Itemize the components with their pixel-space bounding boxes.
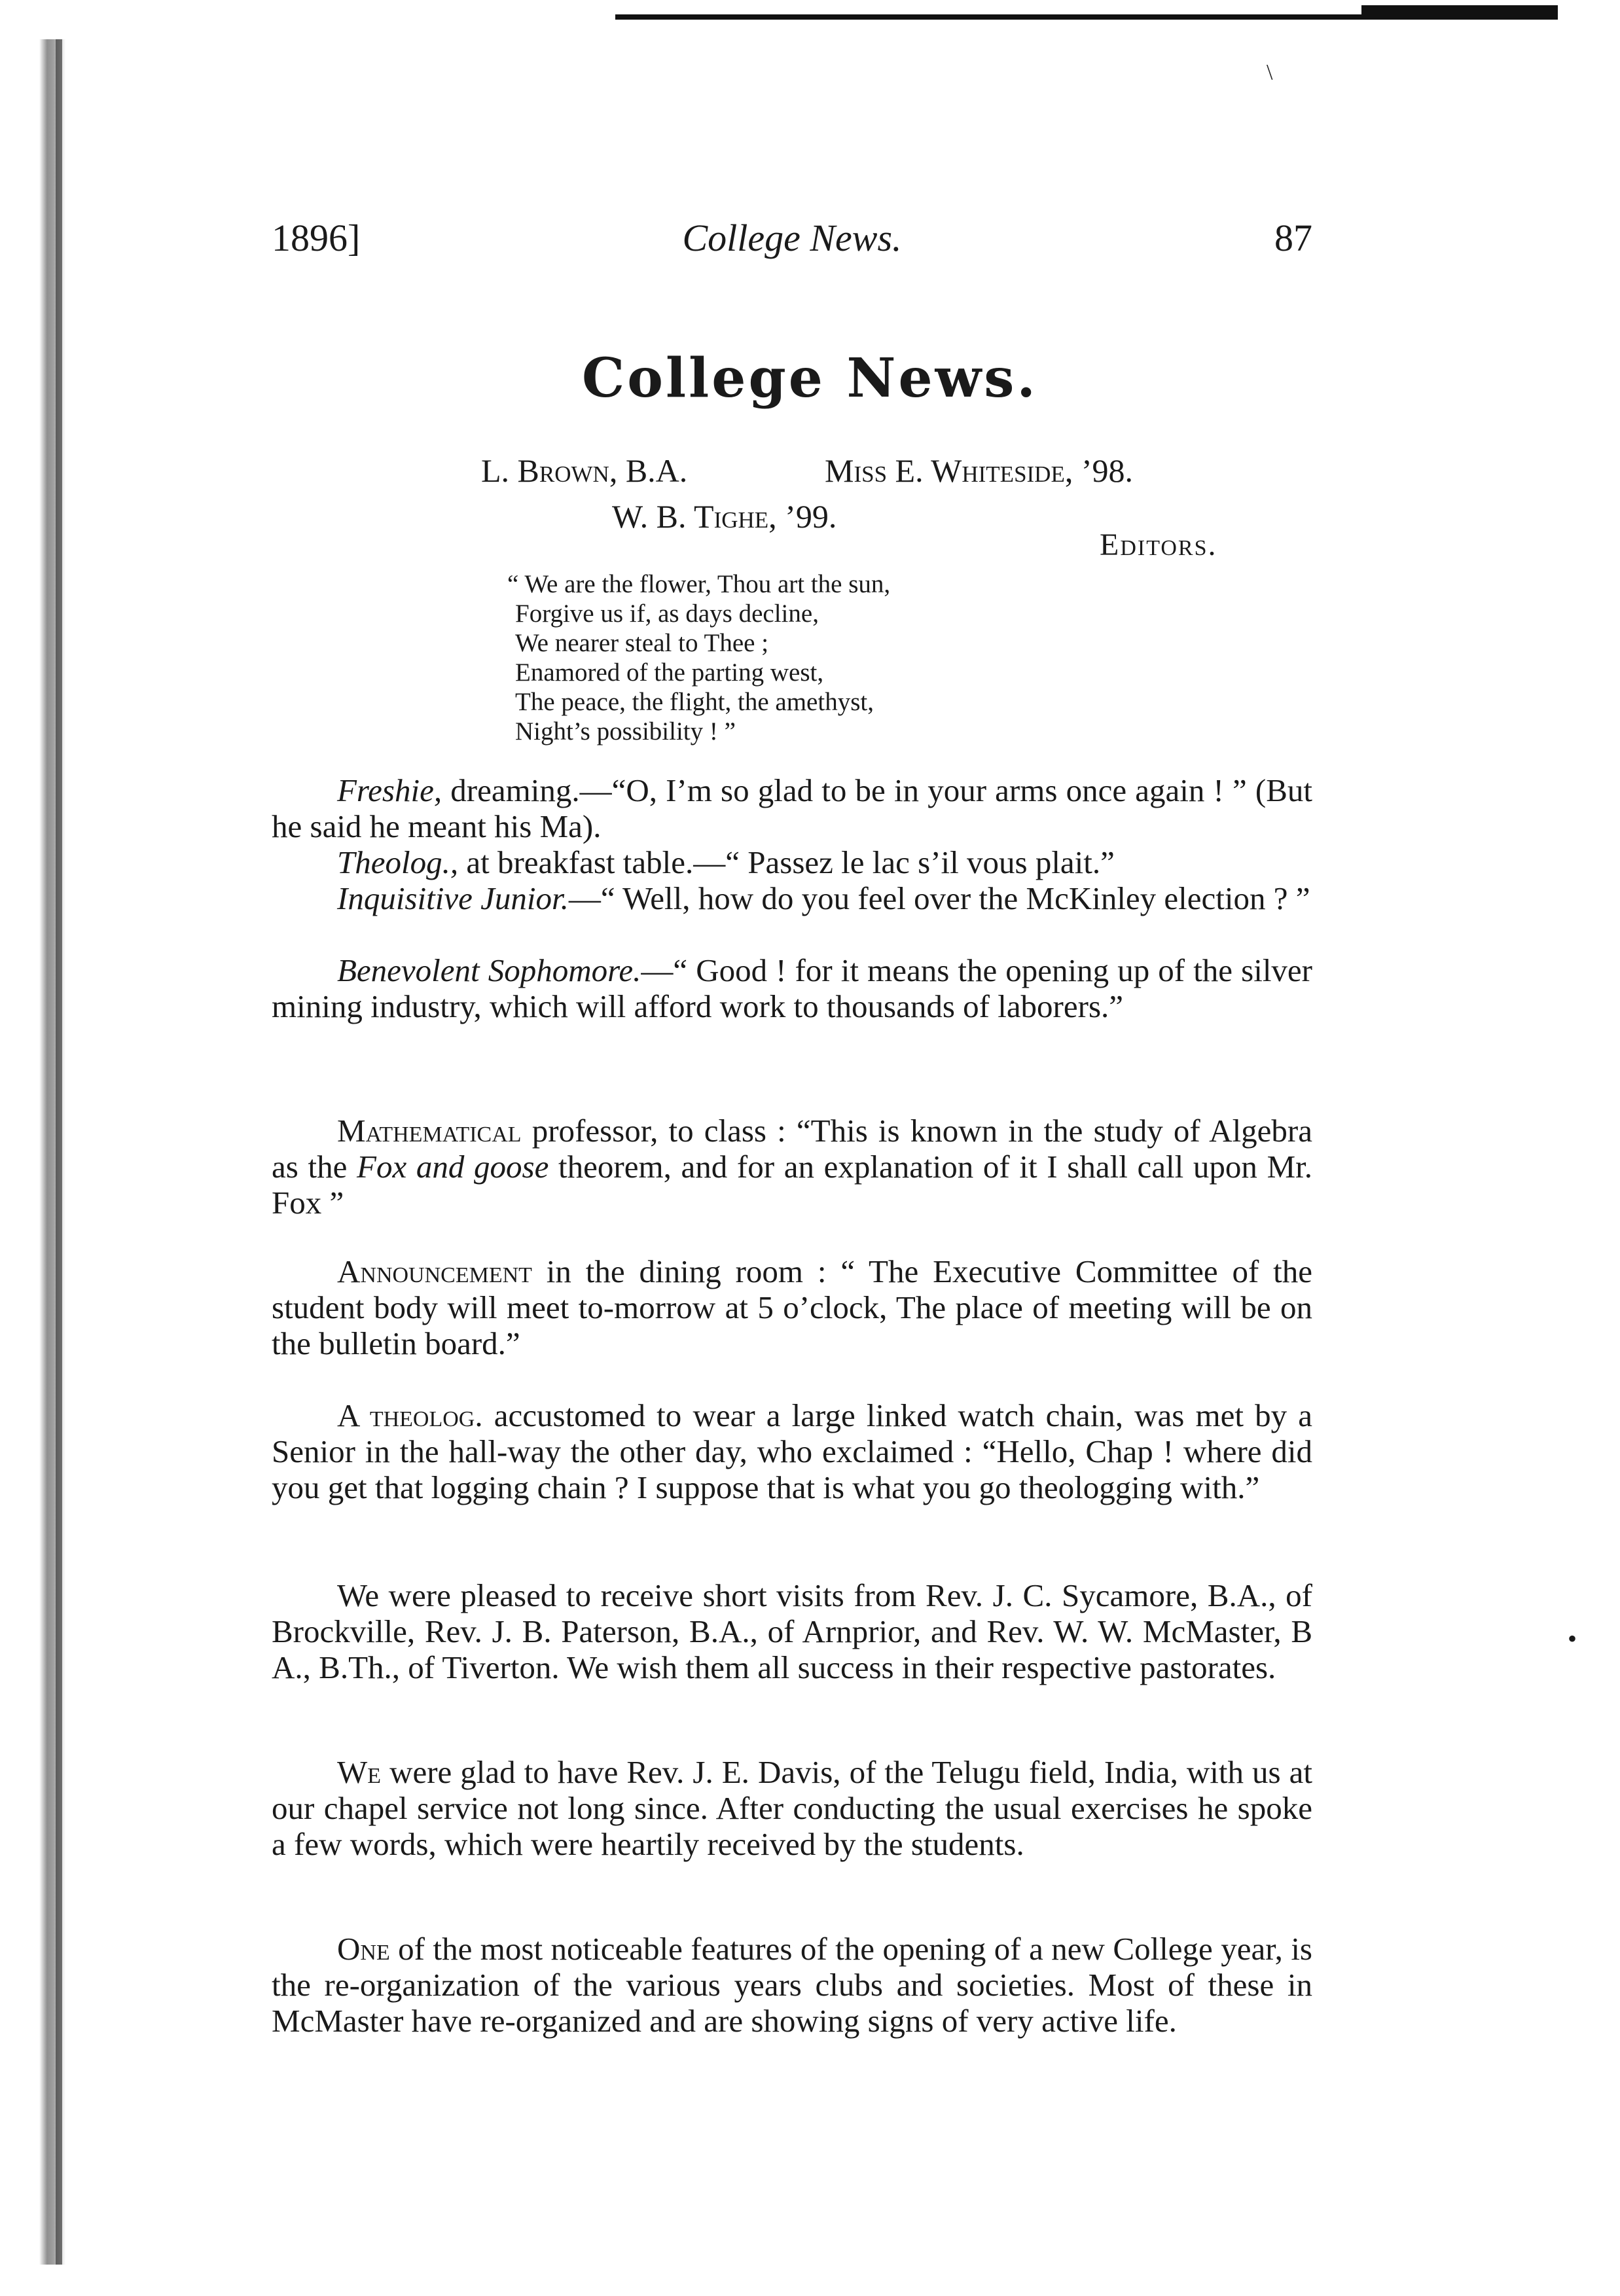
item-junior (272, 880, 1312, 916)
item-clubs (272, 1931, 1312, 2039)
item-sophomore (272, 952, 1312, 1024)
speaker: Freshie, (337, 772, 442, 808)
scan-mark: \ (1267, 60, 1273, 84)
running-head-title: College News. (682, 217, 902, 259)
item-theolog-chain (272, 1397, 1312, 1505)
item-text: of the most noticeable features of the opening of a new College year, is the re-organization of the various years clubs and societies. Most of these in McMaster have re-organized and are showing signs of very active life. (272, 1931, 1312, 2039)
item-mathematical (272, 1113, 1312, 1221)
poem-line: The peace, the flight, the amethyst, (515, 688, 874, 716)
running-head (272, 216, 1312, 262)
item-text: dreaming.—“O, I’m so glad to be in your arms once again ! ” (But he said he meant his Ma). (272, 772, 1312, 844)
section-masthead: College News. (582, 347, 1038, 410)
editors-label: Editors. (1100, 528, 1217, 562)
item-text: theorem, and for an explanation of it I shall call upon Mr. Fox ” (272, 1149, 1313, 1221)
item-text: at breakfast table.—“ Passez le lac s’il vous plait.” (458, 844, 1115, 880)
poem-line: “ We are the flower, Thou art the sun, (507, 570, 891, 598)
poem-line: Enamored of the parting west, (515, 658, 824, 687)
item-text: accustomed to wear a large linked watch chain, was met by a Senior in the hall-way the other day, who exclaimed : “Hello, Chap ! where did you get that logging chain ? I suppose that is what you go theologging with.” (272, 1397, 1312, 1505)
item-freshie (272, 772, 1312, 844)
item-visits (272, 1577, 1312, 1685)
item-text: We were pleased to receive short visits from Rev. J. C. Sycamore, B.A., of Brockville, Rev. J. B. Paterson, B.A., of Arnprior, and Rev. W. W. McMaster, B A., B.Th., of Tiverton. We wish them all success in their respective pastorates. (272, 1577, 1312, 1685)
editor-whiteside: Miss E. Whiteside, ’98. (825, 452, 1133, 489)
item-text: A (337, 1397, 370, 1433)
item-text: —“ Good ! for it means the opening up of the silver mining industry, which will afford work to thousands of laborers.” (272, 952, 1312, 1024)
item-text: professor, to class : “This is known in the study of Algebra as the (272, 1113, 1312, 1185)
speaker: Theolog., (337, 844, 459, 880)
lead-in: theolog. (369, 1397, 483, 1433)
item-theolog (272, 844, 1312, 880)
item-davis (272, 1754, 1312, 1862)
running-head-year: 1896] (272, 217, 361, 259)
scan-speck: • (1568, 1624, 1577, 1653)
item-announcement (272, 1253, 1312, 1361)
lead-in: Mathematical (337, 1113, 522, 1149)
top-rule-thick (1361, 5, 1558, 20)
item-text: in the dining room : “ The Executive Committee of the student body will meet to-morrow at 5 o’clock, The place of meeting will be on the bulletin board.” (272, 1253, 1312, 1361)
speaker: Inquisitive Junior. (337, 880, 569, 916)
poem-line: Night’s possibility ! ” (515, 717, 736, 745)
poem-line: We nearer steal to Thee ; (515, 629, 769, 657)
editor-tighe: W. B. Tighe, ’99. (612, 498, 837, 535)
item-text: were glad to have Rev. J. E. Davis, of the Telugu field, India, with us at our chapel service not long since. After conducting the usual exercises he spoke a few words, which were heartily received by the students. (272, 1754, 1312, 1862)
epigraph-poem (507, 569, 890, 746)
speaker: Benevolent Sophomore. (337, 952, 641, 988)
poem-line: Forgive us if, as days decline, (515, 600, 819, 628)
lead-in: One (337, 1931, 390, 1967)
lead-in: We (337, 1754, 382, 1790)
lead-in: Announcement (337, 1253, 532, 1289)
editor-brown: L. Brown, B.A. (481, 452, 688, 489)
italic-phrase: Fox and goose (357, 1149, 549, 1185)
item-text: —“ Well, how do you feel over the McKinley election ? ” (568, 880, 1310, 916)
page-number: 87 (1274, 217, 1312, 259)
